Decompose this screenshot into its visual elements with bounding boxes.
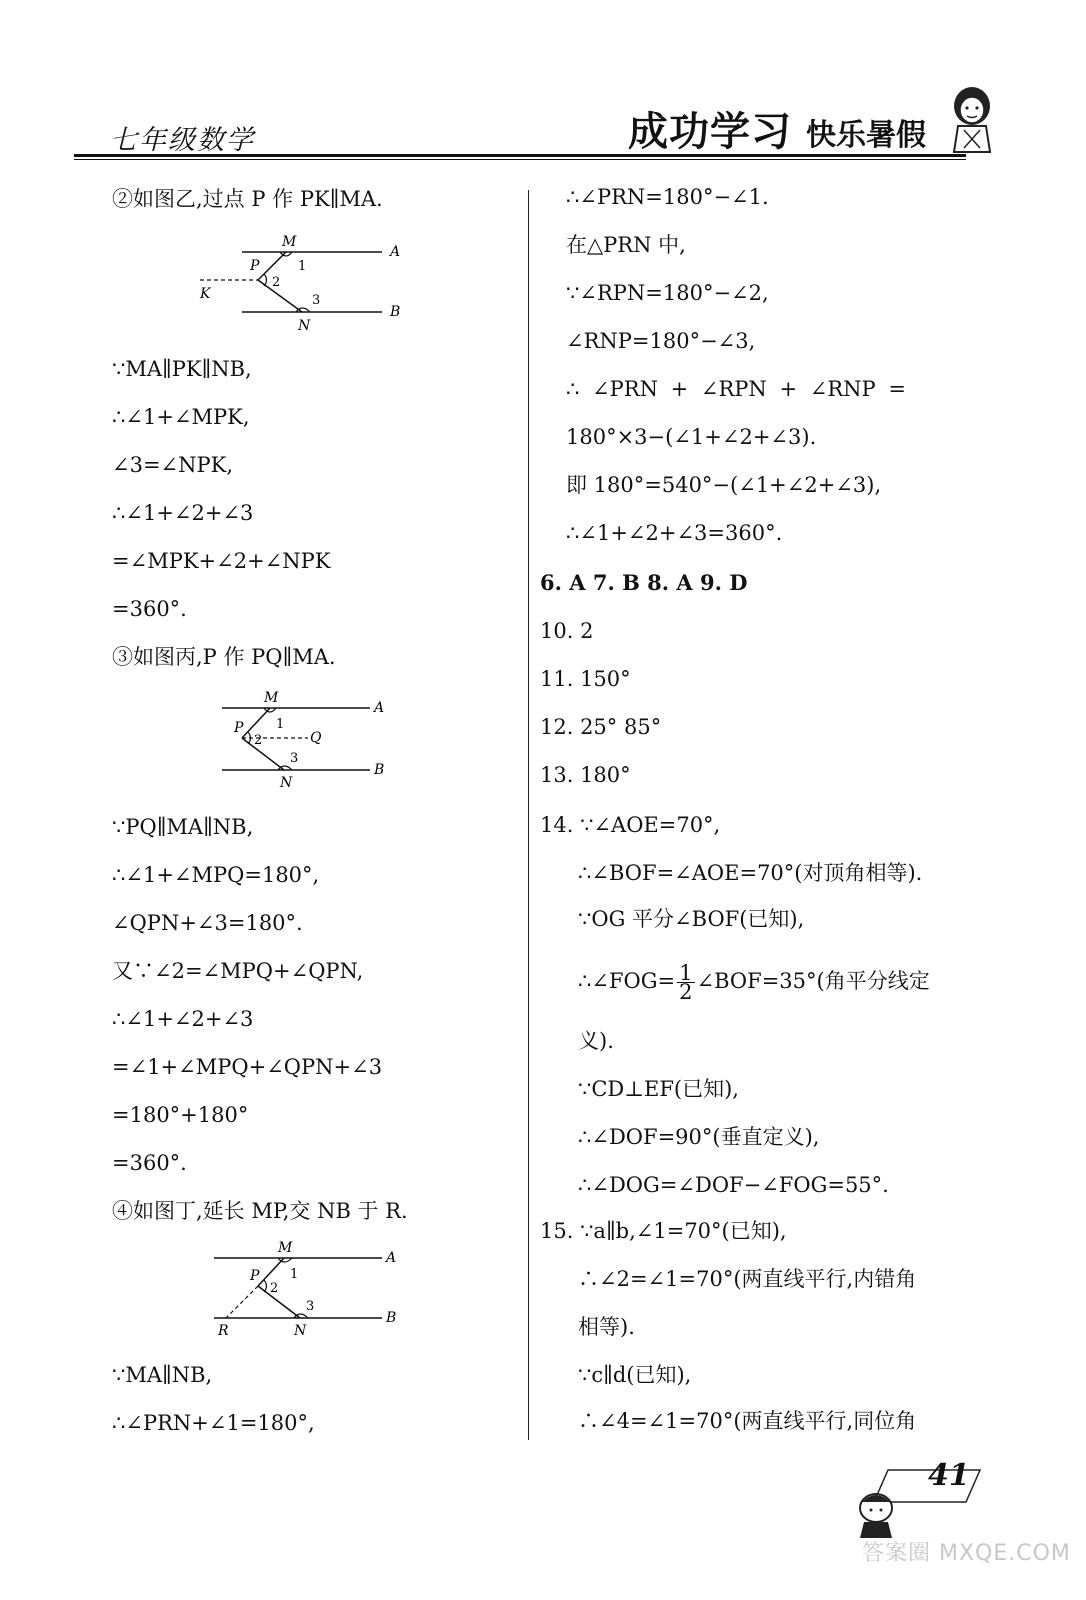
text-line: 在△PRN 中, bbox=[566, 233, 686, 257]
text-line: ∴∠1+∠2+∠3 bbox=[112, 501, 254, 525]
answer-11: 11. 150° bbox=[540, 667, 631, 691]
fig-ding-B: B bbox=[386, 1310, 397, 1326]
text-line: 即 180°=540°−(∠1+∠2+∠3), bbox=[566, 473, 882, 497]
page-number: 41 bbox=[928, 1458, 970, 1493]
fig-bing-1: 1 bbox=[276, 717, 285, 732]
text-line: ∴∠DOF=90°(垂直定义), bbox=[578, 1125, 820, 1149]
text-line: ∴∠1+∠2+∠3 bbox=[112, 1007, 254, 1031]
text-line: ∵OG 平分∠BOF(已知), bbox=[578, 907, 805, 931]
text-line: =360°. bbox=[112, 597, 187, 621]
fig-yi-B: B bbox=[390, 304, 401, 320]
text-line: ③如图丙,P 作 PQ∥MA. bbox=[112, 645, 336, 669]
text-line: ②如图乙,过点 P 作 PK∥MA. bbox=[112, 187, 383, 211]
figure-bing bbox=[210, 688, 420, 792]
text-line: ∵MA∥NB, bbox=[112, 1363, 213, 1387]
text-line: ∴∠1+∠MPQ=180°, bbox=[112, 863, 320, 887]
fig-ding-1: 1 bbox=[290, 1267, 299, 1282]
text-line: ∵MA∥PK∥NB, bbox=[112, 357, 252, 381]
header-rule-thin bbox=[74, 159, 966, 160]
text-span: ∠BOF=35°(角平分线定 bbox=[696, 969, 930, 993]
text-line: 180°×3−(∠1+∠2+∠3). bbox=[566, 425, 817, 449]
text-line: ∴∠1+∠2+∠3=360°. bbox=[566, 521, 783, 545]
fig-yi-K: K bbox=[200, 286, 211, 302]
text-line: ∵CD⊥EF(已知), bbox=[578, 1077, 739, 1101]
column-divider bbox=[528, 190, 529, 1440]
fig-yi-M: M bbox=[282, 234, 297, 250]
text-line: =∠MPK+∠2+∠NPK bbox=[112, 549, 331, 573]
fig-bing-2: 2 bbox=[254, 733, 263, 748]
answer-14: 14. ∵∠AOE=70°, bbox=[540, 813, 721, 837]
header-rule bbox=[74, 154, 966, 157]
fig-yi-A: A bbox=[390, 244, 401, 260]
fig-bing-B: B bbox=[374, 762, 385, 778]
fig-ding-2: 2 bbox=[270, 1281, 279, 1296]
answer-13: 13. 180° bbox=[540, 763, 631, 787]
text-line: ∴∠PRN+∠1=180°, bbox=[112, 1411, 315, 1435]
header-title: 成功学习 bbox=[628, 109, 792, 155]
header-subject: 七年级数学 bbox=[110, 125, 255, 156]
fig-yi-1: 1 bbox=[298, 259, 307, 274]
answer-15: 15. ∵a∥b,∠1=70°(已知), bbox=[540, 1219, 787, 1243]
fig-yi-N: N bbox=[298, 318, 311, 334]
text-line: ∴∠2=∠1=70°(两直线平行,内错角 bbox=[578, 1267, 917, 1291]
fraction-half bbox=[677, 961, 694, 1004]
fig-bing-3: 3 bbox=[290, 751, 299, 766]
fig-ding-R: R bbox=[218, 1323, 229, 1339]
text-line: ∴∠1+∠MPK, bbox=[112, 405, 250, 429]
fig-bing-Q: Q bbox=[310, 730, 322, 746]
fig-yi-3: 3 bbox=[312, 293, 321, 308]
fig-ding-3: 3 bbox=[306, 1299, 315, 1314]
fig-ding-N: N bbox=[294, 1323, 307, 1339]
text-line: ∴∠BOF=∠AOE=70°(对顶角相等). bbox=[578, 861, 923, 885]
text-line: 义). bbox=[578, 1029, 614, 1053]
header-subtitle: 快乐暑假 bbox=[806, 118, 926, 153]
text-line: =∠1+∠MPQ+∠QPN+∠3 bbox=[112, 1055, 383, 1079]
text-line: ④如图丁,延长 MP,交 NB 于 R. bbox=[112, 1199, 408, 1223]
fig-ding-M: M bbox=[278, 1240, 293, 1256]
fog-line bbox=[578, 961, 930, 1004]
text-line: ∵∠RPN=180°−∠2, bbox=[566, 281, 769, 305]
text-line: ∵c∥d(已知), bbox=[578, 1363, 692, 1387]
fig-yi-P: P bbox=[250, 258, 260, 274]
fig-bing-A: A bbox=[374, 700, 385, 716]
text-line: ∴∠PRN=180°−∠1. bbox=[566, 185, 769, 209]
text-line: ∵PQ∥MA∥NB, bbox=[112, 815, 254, 839]
watermark: 答案圈 MXQE.COM bbox=[862, 1541, 1071, 1566]
fig-bing-M: M bbox=[264, 690, 279, 706]
text-span: ∴∠FOG= bbox=[578, 969, 676, 993]
text-line: ∴∠4=∠1=70°(两直线平行,同位角 bbox=[578, 1409, 917, 1433]
text-line: ∠QPN+∠3=180°. bbox=[112, 911, 303, 935]
text-line: =360°. bbox=[112, 1151, 187, 1175]
figure-ding bbox=[206, 1238, 416, 1342]
mascot-girl-icon bbox=[944, 82, 1000, 154]
text-line: ∴∠DOG=∠DOF−∠FOG=55°. bbox=[578, 1173, 889, 1197]
figure-yi bbox=[190, 230, 420, 340]
text-line: ∠3=∠NPK, bbox=[112, 453, 234, 477]
text-line: 又∵∠2=∠MPQ+∠QPN, bbox=[112, 959, 364, 983]
fraction-denominator: 2 bbox=[679, 980, 693, 1004]
text-line: 相等). bbox=[578, 1315, 635, 1339]
answer-10: 10. 2 bbox=[540, 619, 594, 643]
text-line: ∠RNP=180°−∠3, bbox=[566, 329, 756, 353]
answers-6-9: 6. A 7. B 8. A 9. D bbox=[540, 570, 748, 595]
fig-bing-P: P bbox=[234, 720, 244, 736]
fig-ding-A: A bbox=[386, 1250, 397, 1266]
fig-yi-2: 2 bbox=[272, 275, 281, 290]
answer-12: 12. 25° 85° bbox=[540, 715, 662, 739]
text-line: ∴ ∠PRN + ∠RPN + ∠RNP = bbox=[566, 377, 906, 401]
fraction-numerator: 1 bbox=[679, 961, 693, 985]
fig-bing-N: N bbox=[280, 775, 293, 791]
text-line: =180°+180° bbox=[112, 1103, 249, 1127]
fig-ding-P: P bbox=[250, 1268, 260, 1284]
